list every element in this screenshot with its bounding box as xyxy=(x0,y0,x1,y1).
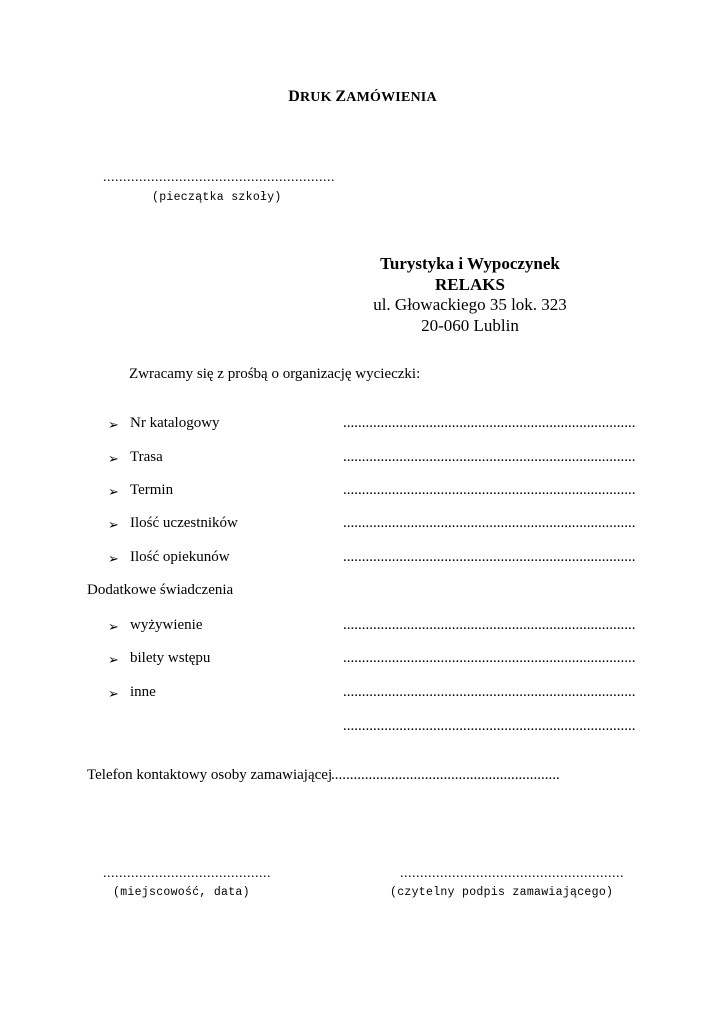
extra-fill-line[interactable]: .............................................................................. xyxy=(343,718,636,734)
recipient-street: ul. Głowackiego 35 lok. 323 xyxy=(373,295,567,314)
field-label: Ilość uczestników xyxy=(130,515,238,531)
document-title xyxy=(0,88,725,106)
bullet-icon: ➢ xyxy=(108,551,119,566)
recipient-address xyxy=(330,254,610,336)
bullet-icon: ➢ xyxy=(108,417,119,432)
school-stamp-line: .......................................................... xyxy=(103,170,335,185)
place-date-caption: (miejscowość, data) xyxy=(113,886,250,899)
bullet-icon: ➢ xyxy=(108,517,119,532)
signature-caption: (czytelny podpis zamawiającego) xyxy=(390,886,614,899)
bullet-icon: ➢ xyxy=(108,484,119,499)
field-fill-line[interactable]: .............................................................................. xyxy=(343,449,636,465)
signature-line[interactable]: ........................................................ xyxy=(400,866,624,881)
school-stamp-caption: (pieczątka szkoły) xyxy=(152,191,282,204)
bullet-icon: ➢ xyxy=(108,686,119,701)
field-label: Nr katalogowy xyxy=(130,415,220,431)
field-fill-line[interactable]: .............................................................................. xyxy=(343,415,636,431)
recipient-company: Turystyka i Wypoczynek xyxy=(380,254,560,273)
bullet-icon: ➢ xyxy=(108,652,119,667)
field-fill-line[interactable]: .............................................................................. xyxy=(343,482,636,498)
recipient-brand: RELAKS xyxy=(435,274,505,294)
title-part: AMÓWIENIA xyxy=(346,90,437,105)
phone-label: Telefon kontaktowy osoby zamawiającej xyxy=(87,767,333,783)
bullet-icon: ➢ xyxy=(108,619,119,634)
recipient-city: 20-060 Lublin xyxy=(421,315,519,335)
intro-text: Zwracamy się z prośbą o organizację wycieczki: xyxy=(129,366,421,382)
extra-label: bilety wstępu xyxy=(130,650,211,666)
extra-fill-line[interactable]: .............................................................................. xyxy=(343,617,636,633)
extra-fill-line[interactable]: .............................................................................. xyxy=(343,684,636,700)
field-label: Termin xyxy=(130,482,174,498)
extra-fill-line[interactable]: .............................................................................. xyxy=(343,650,636,666)
place-date-line[interactable]: .......................................... xyxy=(103,866,271,881)
field-label: Trasa xyxy=(130,449,163,465)
title-part: D xyxy=(288,88,300,105)
field-label: Ilość opiekunów xyxy=(130,549,230,565)
extra-label: wyżywienie xyxy=(130,617,203,633)
title-part: RUK xyxy=(299,90,336,105)
phone-fill-line[interactable]: ............................................................. xyxy=(331,767,560,783)
bullet-icon: ➢ xyxy=(108,451,119,466)
field-fill-line[interactable]: .............................................................................. xyxy=(343,515,636,531)
title-part: Z xyxy=(335,88,347,105)
extras-heading: Dodatkowe świadczenia xyxy=(87,582,234,598)
extra-label: inne xyxy=(130,684,156,700)
field-fill-line[interactable]: .............................................................................. xyxy=(343,549,636,565)
